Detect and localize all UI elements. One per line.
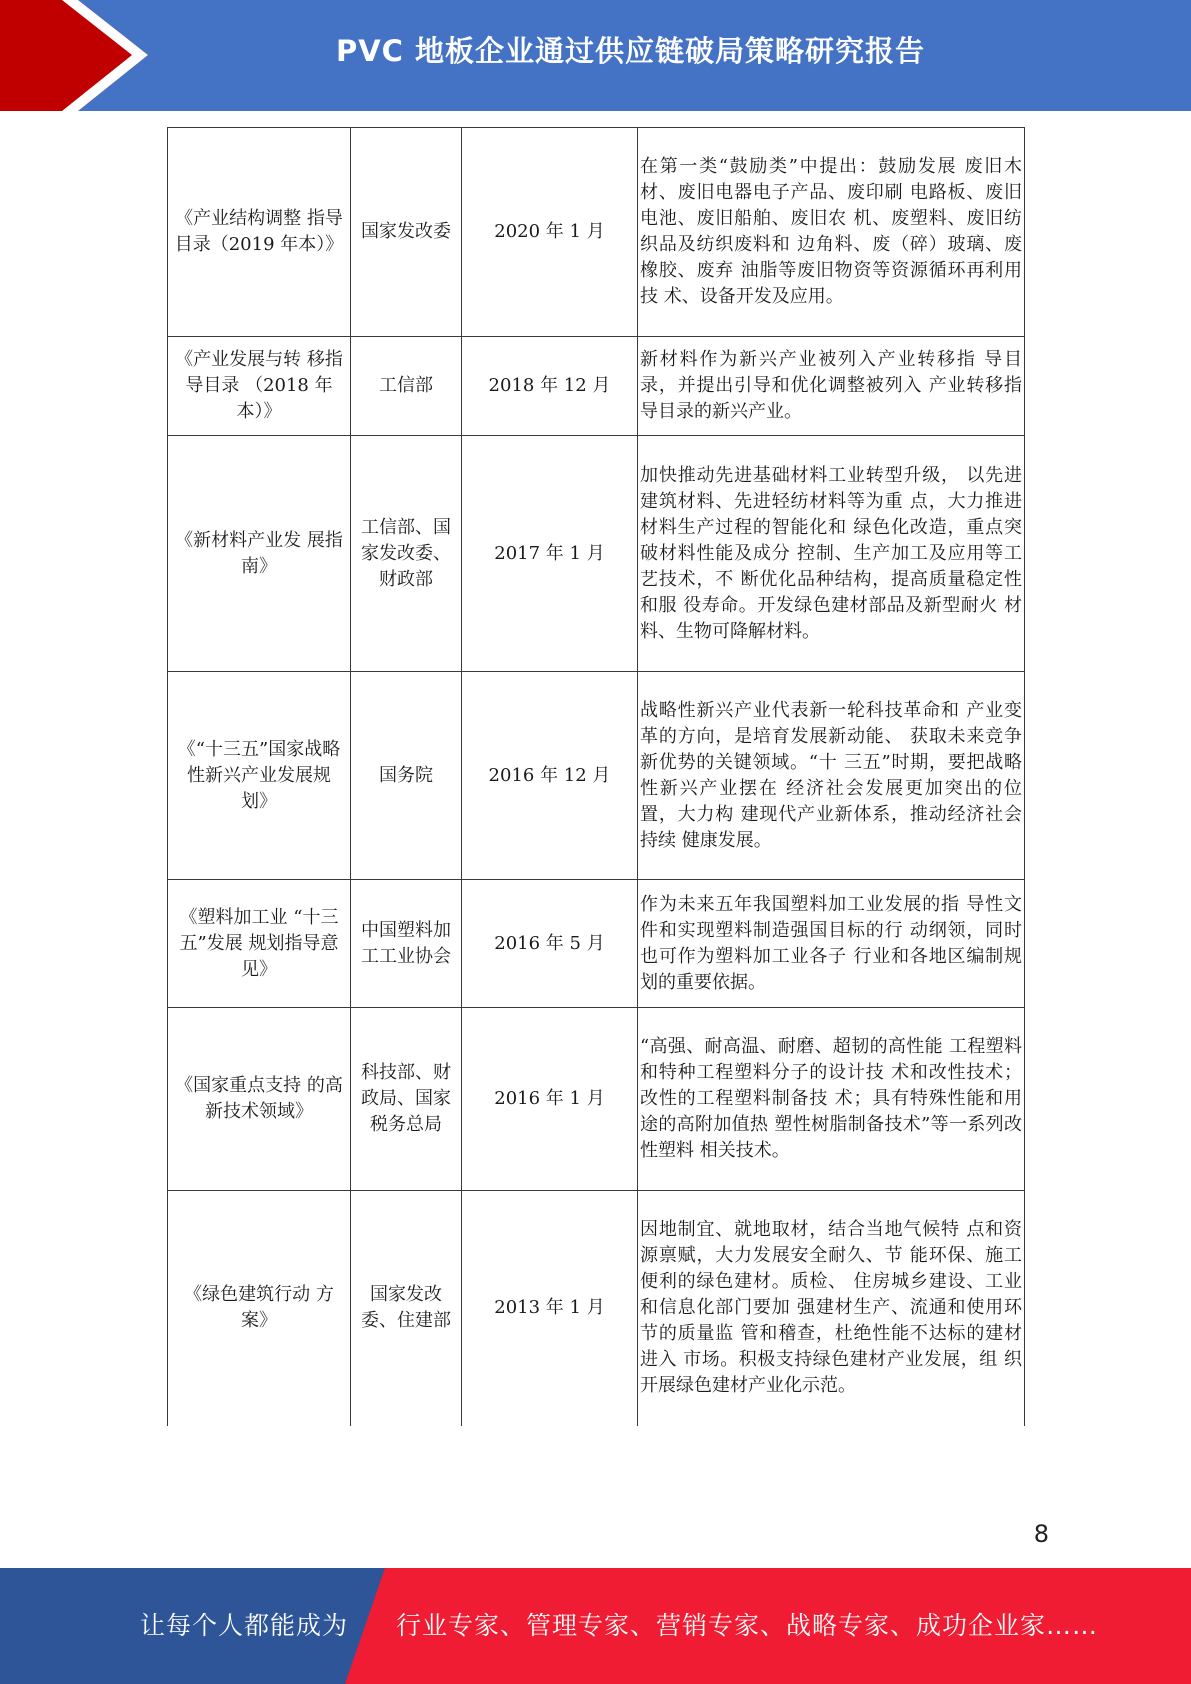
issuing-department-cell: 中国塑料加工工业协会: [351, 880, 462, 1008]
policy-content-cell: 战略性新兴产业代表新一轮科技革命和 产业变革的方向，是培育发展新动能、 获取未来竞争新优势的关键领域。“十 三五”时期，要把战略性新兴产业摆在 经济社会发展更加突出的位置，大力构 建现代产业新体系，推动经济社会持续 健康发展。: [638, 672, 1025, 880]
policy-name-cell: 《产业结构调整 指导目录（2019 年本）》: [168, 128, 351, 337]
issuing-department-cell: 国家发改委: [351, 128, 462, 337]
issuing-department-cell: 国务院: [351, 672, 462, 880]
table-row: [168, 1191, 1025, 1426]
page-number: 8: [1033, 1520, 1049, 1548]
issue-date-cell: 2016 年 1 月: [462, 1008, 638, 1191]
policy-content-cell: “高强、耐高温、耐磨、超韧的高性能 工程塑料和特种工程塑料分子的设计技 术和改性技术；改性的工程塑料制备技 术；具有特殊性能和用途的高附加值热 塑性树脂制备技术”等一系列改性塑料 相关技术。: [638, 1008, 1025, 1191]
page-footer: [0, 1568, 1191, 1684]
policy-content-cell: 加快推动先进基础材料工业转型升级， 以先进建筑材料、先进轻纺材料等为重 点，大力推进材料生产过程的智能化和 绿色化改造，重点突破材料性能及成分 控制、生产加工及应用等工艺技术，不 断优化品种结构，提高质量稳定性和服 役寿命。开发绿色建材部品及新型耐火 材料、生物可降解材料。: [638, 436, 1025, 672]
policy-name-cell: 《绿色建筑行动 方案》: [168, 1191, 351, 1426]
footer-slogan-left: 让每个人都能成为: [140, 1611, 349, 1640]
issue-date-cell: 2018 年 12 月: [462, 337, 638, 436]
issue-date-cell: 2016 年 12 月: [462, 672, 638, 880]
policy-content-cell: 因地制宜、就地取材，结合当地气候特 点和资源禀赋，大力发展安全耐久、节 能环保、施工便利的绿色建材。质检、 住房城乡建设、工业和信息化部门要加 强建材生产、流通和使用环节的质量监 管和稽查，杜绝性能不达标的建材进入 市场。积极支持绿色建材产业发展，组 织开展绿色建材产业化示范。: [638, 1191, 1025, 1426]
table-row: [168, 337, 1025, 436]
report-title: PVC 地板企业通过供应链破局策略研究报告: [335, 34, 926, 68]
table-row: [168, 128, 1025, 337]
issue-date-cell: 2017 年 1 月: [462, 436, 638, 672]
table-row: [168, 436, 1025, 672]
policy-table: [167, 127, 1025, 1426]
page-header: [0, 0, 1191, 111]
table-row: [168, 672, 1025, 880]
policy-name-cell: 《“十三五”国家战略性新兴产业发展规划》: [168, 672, 351, 880]
footer-slogan-right: 行业专家、管理专家、营销专家、战略专家、成功企业家……: [396, 1611, 1099, 1640]
policy-content-cell: 作为未来五年我国塑料加工业发展的指 导性文件和实现塑料制造强国目标的行 动纲领，同时也可作为塑料加工业各子 行业和各地区编制规划的重要依据。: [638, 880, 1025, 1008]
issue-date-cell: 2016 年 5 月: [462, 880, 638, 1008]
issuing-department-cell: 科技部、财政局、国家税务总局: [351, 1008, 462, 1191]
table-row: [168, 1008, 1025, 1191]
issuing-department-cell: 工信部、国家发改委、财政部: [351, 436, 462, 672]
header-arrow-decoration: [0, 0, 160, 111]
issuing-department-cell: 工信部: [351, 337, 462, 436]
policy-content-cell: 在第一类“鼓励类”中提出：鼓励发展 废旧木材、废旧电器电子产品、废印刷 电路板、废旧电池、废旧船舶、废旧农 机、废塑料、废旧纺织品及纺织废料和 边角料、废（碎）玻璃、废橡胶、废弃 油脂等废旧物资等资源循环再利用技 术、设备开发及应用。: [638, 128, 1025, 337]
policy-content-cell: 新材料作为新兴产业被列入产业转移指 导目录，并提出引导和优化调整被列入 产业转移指导目录的新兴产业。: [638, 337, 1025, 436]
issue-date-cell: 2020 年 1 月: [462, 128, 638, 337]
policy-name-cell: 《塑料加工业 “十三五”发展 规划指导意见》: [168, 880, 351, 1008]
issue-date-cell: 2013 年 1 月: [462, 1191, 638, 1426]
policy-name-cell: 《国家重点支持 的高新技术领域》: [168, 1008, 351, 1191]
policy-name-cell: 《产业发展与转 移指导目录 （2018 年本）》: [168, 337, 351, 436]
issuing-department-cell: 国家发改委、住建部: [351, 1191, 462, 1426]
table-row: [168, 880, 1025, 1008]
policy-name-cell: 《新材料产业发 展指南》: [168, 436, 351, 672]
